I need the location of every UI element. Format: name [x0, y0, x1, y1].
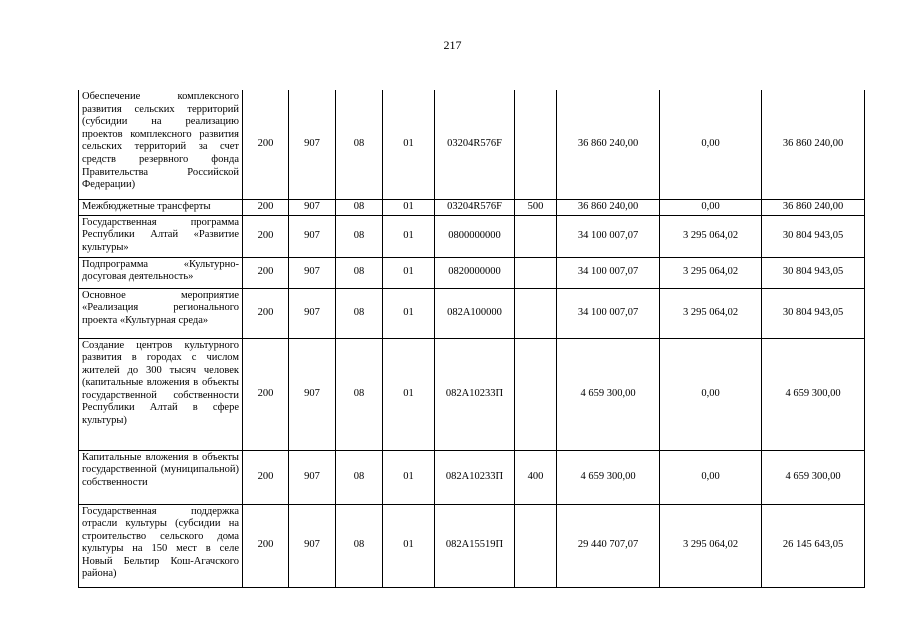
- cell-target-code: 082A10233П: [435, 450, 515, 504]
- cell-col2: 907: [289, 288, 336, 338]
- cell-amount-3: 4 659 300,00: [762, 338, 865, 450]
- cell-amount-1: 4 659 300,00: [557, 450, 660, 504]
- cell-expense-type: [515, 504, 557, 587]
- row-name: Подпрограмма «Культурно-досуговая деятельность»: [79, 257, 243, 288]
- cell-col1: 200: [243, 215, 289, 257]
- row-name: Государственная поддержка отрасли культуры (субсидии на строительство сельского дома культуры на 150 мест в селе Новый Бельтир Кош-Агачского района): [79, 504, 243, 587]
- table-row: [79, 288, 865, 338]
- cell-col3: 08: [336, 199, 383, 215]
- cell-amount-2: 3 295 064,02: [660, 257, 762, 288]
- cell-col2: 907: [289, 504, 336, 587]
- cell-target-code: 0800000000: [435, 215, 515, 257]
- cell-col2: 907: [289, 338, 336, 450]
- cell-amount-1: 34 100 007,07: [557, 257, 660, 288]
- cell-col4: 01: [383, 215, 435, 257]
- cell-expense-type: [515, 288, 557, 338]
- cell-expense-type: [515, 215, 557, 257]
- cell-col3: 08: [336, 338, 383, 450]
- cell-amount-3: 4 659 300,00: [762, 450, 865, 504]
- cell-amount-1: 36 860 240,00: [557, 199, 660, 215]
- cell-col2: 907: [289, 450, 336, 504]
- table-row: [79, 199, 865, 215]
- cell-amount-1: 29 440 707,07: [557, 504, 660, 587]
- cell-amount-3: 36 860 240,00: [762, 90, 865, 199]
- cell-amount-2: 3 295 064,02: [660, 288, 762, 338]
- table-row: [79, 90, 865, 199]
- cell-target-code: 082A15519П: [435, 504, 515, 587]
- cell-amount-3: 30 804 943,05: [762, 288, 865, 338]
- cell-expense-type: [515, 90, 557, 199]
- table-row: [79, 338, 865, 450]
- page-number: 217: [443, 38, 462, 52]
- cell-col2: 907: [289, 215, 336, 257]
- cell-expense-type: 400: [515, 450, 557, 504]
- row-name: Государственная программа Республики Алтай «Развитие культуры»: [79, 215, 243, 257]
- cell-col1: 200: [243, 257, 289, 288]
- cell-col4: 01: [383, 199, 435, 215]
- row-name: Межбюджетные трансферты: [79, 199, 243, 215]
- cell-amount-1: 4 659 300,00: [557, 338, 660, 450]
- row-name: Создание центров культурного развития в городах с числом жителей до 300 тысяч человек (капитальные вложения в объекты государственной собственности Республики Алтай в сфере культуры): [79, 338, 243, 450]
- cell-target-code: 082A100000: [435, 288, 515, 338]
- cell-col3: 08: [336, 215, 383, 257]
- cell-target-code: 0820000000: [435, 257, 515, 288]
- cell-amount-3: 36 860 240,00: [762, 199, 865, 215]
- cell-amount-3: 30 804 943,05: [762, 215, 865, 257]
- cell-col2: 907: [289, 257, 336, 288]
- cell-col4: 01: [383, 338, 435, 450]
- cell-col1: 200: [243, 504, 289, 587]
- cell-expense-type: [515, 257, 557, 288]
- cell-col1: 200: [243, 199, 289, 215]
- cell-col4: 01: [383, 450, 435, 504]
- cell-amount-2: 0,00: [660, 338, 762, 450]
- cell-amount-3: 26 145 643,05: [762, 504, 865, 587]
- row-name: Обеспечение комплексного развития сельских территорий (субсидии на реализацию проектов комплексного развития сельских территорий за счет средств резервного фонда Правительства Российской Федерации): [79, 90, 243, 199]
- cell-amount-2: 0,00: [660, 450, 762, 504]
- table-row: [79, 215, 865, 257]
- cell-col4: 01: [383, 257, 435, 288]
- row-name: Основное мероприятие «Реализация регионального проекта «Культурная среда»: [79, 288, 243, 338]
- cell-col3: 08: [336, 288, 383, 338]
- cell-col3: 08: [336, 450, 383, 504]
- row-name: Капитальные вложения в объекты государственной (муниципальной) собственности: [79, 450, 243, 504]
- table-row: [79, 504, 865, 587]
- cell-amount-2: 0,00: [660, 90, 762, 199]
- cell-col2: 907: [289, 90, 336, 199]
- table-row: [79, 257, 865, 288]
- cell-expense-type: [515, 338, 557, 450]
- cell-target-code: 03204R576F: [435, 199, 515, 215]
- cell-amount-1: 34 100 007,07: [557, 288, 660, 338]
- cell-amount-1: 34 100 007,07: [557, 215, 660, 257]
- cell-col2: 907: [289, 199, 336, 215]
- cell-col3: 08: [336, 504, 383, 587]
- cell-amount-3: 30 804 943,05: [762, 257, 865, 288]
- cell-amount-2: 3 295 064,02: [660, 215, 762, 257]
- cell-col3: 08: [336, 90, 383, 199]
- cell-amount-2: 0,00: [660, 199, 762, 215]
- cell-col4: 01: [383, 288, 435, 338]
- cell-col1: 200: [243, 450, 289, 504]
- cell-target-code: 03204R576F: [435, 90, 515, 199]
- cell-expense-type: 500: [515, 199, 557, 215]
- cell-target-code: 082A10233П: [435, 338, 515, 450]
- cell-amount-1: 36 860 240,00: [557, 90, 660, 199]
- table-row: [79, 450, 865, 504]
- cell-col1: 200: [243, 288, 289, 338]
- cell-col4: 01: [383, 504, 435, 587]
- cell-col3: 08: [336, 257, 383, 288]
- cell-col4: 01: [383, 90, 435, 199]
- cell-col1: 200: [243, 338, 289, 450]
- cell-amount-2: 3 295 064,02: [660, 504, 762, 587]
- budget-table: [78, 90, 865, 588]
- cell-col1: 200: [243, 90, 289, 199]
